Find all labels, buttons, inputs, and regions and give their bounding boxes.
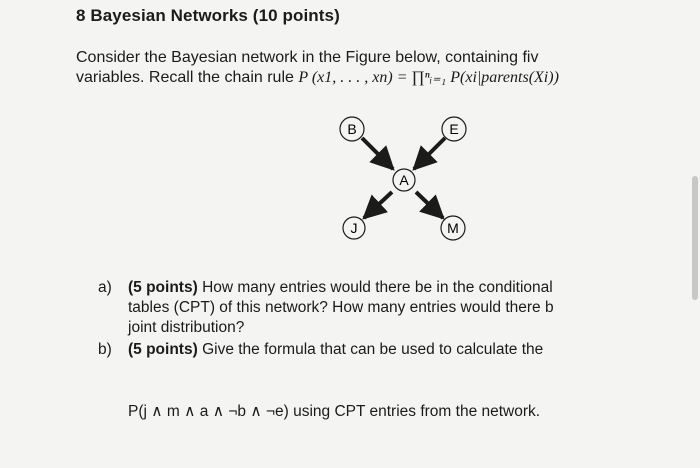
edge-a-j xyxy=(364,192,392,218)
question-text-line: How many entries would there be in the conditional xyxy=(202,279,553,296)
intro-line-1: Consider the Bayesian network in the Figure below, containing fiv xyxy=(76,49,539,66)
question-a xyxy=(98,278,554,338)
edge-e-a xyxy=(414,138,445,169)
node-j xyxy=(343,217,365,239)
node-m xyxy=(441,216,465,240)
chain-rule-formula: P (x1, . . . , xn) = ∏ⁿᵢ₌₁ P(xi|parents(Xi)) xyxy=(298,69,559,86)
probability-formula: P(j ∧ m ∧ a ∧ ¬b ∧ ¬e) using CPT entries from the network. xyxy=(128,403,541,420)
edge-a-m xyxy=(416,192,443,218)
intro-line-2-text: variables. Recall the chain rule xyxy=(76,69,299,86)
intro-paragraph xyxy=(76,48,559,88)
edge-b-a xyxy=(362,138,393,169)
svg-text:J: J xyxy=(350,220,358,236)
question-marker: a) xyxy=(98,279,112,296)
scrollbar[interactable] xyxy=(692,176,698,300)
node-a xyxy=(393,169,415,191)
svg-text:M: M xyxy=(447,220,459,236)
bayesian-network-diagram xyxy=(330,112,480,252)
intro-line-2 xyxy=(76,68,559,88)
svg-text:E: E xyxy=(449,121,459,137)
question-text-line: joint distribution? xyxy=(128,319,245,336)
question-list xyxy=(98,278,554,362)
question-text-line: Give the formula that can be used to calculate the xyxy=(202,341,544,358)
question-marker: b) xyxy=(98,341,112,358)
node-b xyxy=(340,117,364,141)
svg-text:B: B xyxy=(347,121,357,137)
question-points: (5 points) xyxy=(128,279,198,296)
svg-text:A: A xyxy=(399,172,409,188)
question-b xyxy=(98,340,554,360)
node-e xyxy=(442,117,466,141)
question-points: (5 points) xyxy=(128,341,198,358)
section-heading: 8 Bayesian Networks (10 points) xyxy=(76,6,340,25)
question-text-line: tables (CPT) of this network? How many entries would there b xyxy=(128,299,554,316)
